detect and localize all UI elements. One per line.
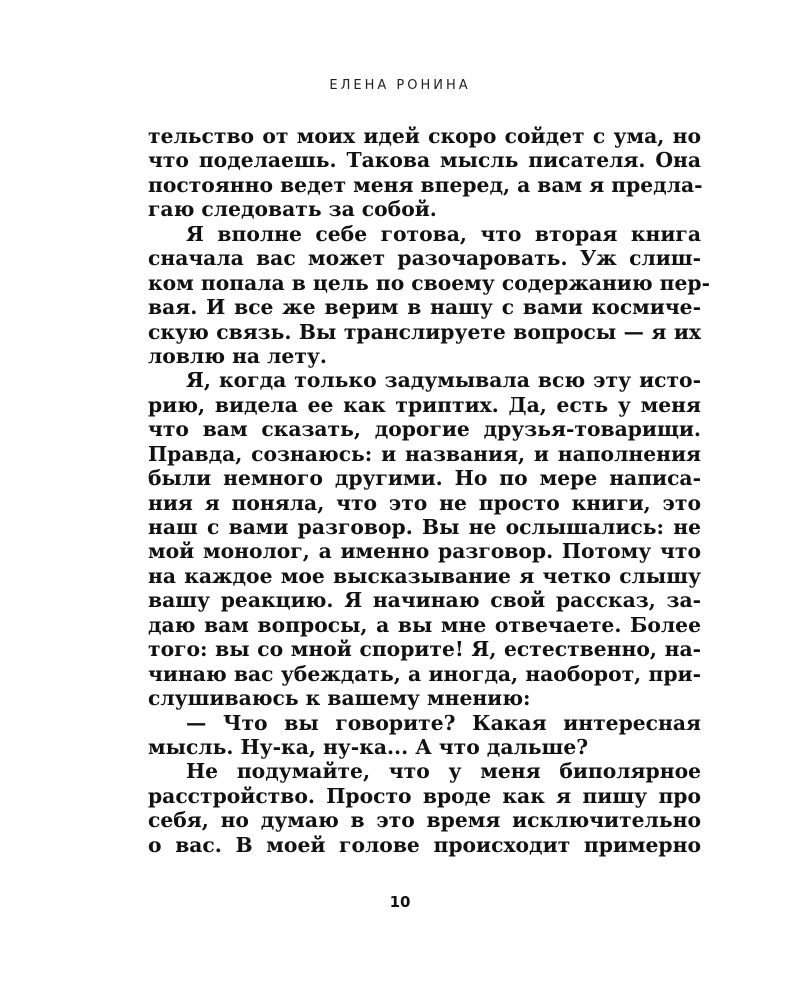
text-line: сначала вас может разочаровать. Уж слиш- [148,246,701,271]
body-text [148,124,711,857]
text-line: — Что вы говорите? Какая интересная [186,710,701,735]
text-line: вашу реакцию. Я начинаю свой рассказ, за- [148,588,701,613]
text-line: Не подумайте, что у меня биполярное [186,759,701,784]
text-line: скую связь. Вы транслируете вопросы — я их [148,319,701,344]
text-line: на каждое мое высказывание я четко слышу [148,563,701,588]
text-line: Я вполне себе готова, что вторая книга [186,221,701,246]
text-line: слушиваюсь к вашему мнению: [148,686,531,711]
text-line: даю вам вопросы, а вы мне отвечаете. Более [148,612,701,637]
text-line: гаю следовать за собой. [148,197,437,222]
text-line: ния я поняла, что это не просто книги, это [148,490,701,515]
text-line: вая. И все же верим в нашу с вами космиче- [148,295,701,320]
text-line: мой монолог, а именно разговор. Потому что [148,539,701,564]
text-line: о вас. В моей голове происходит примерно [148,832,701,857]
text-line: того: вы со мной спорите! Я, естественно, на- [148,637,701,662]
text-line: были немного другими. Но по мере написа- [148,466,701,491]
text-line: что вам сказать, дорогие друзья-товарищи. [148,417,701,442]
text-line: Я, когда только задумывала всю эту исто- [186,368,701,393]
text-line: чинаю вас убеждать, а иногда, наоборот, при- [148,661,701,686]
text-line: что поделаешь. Такова мысль писателя. Она [148,148,701,173]
text-line: Правда, сознаюсь: и названия, и наполнения [148,441,701,466]
page-number: 10 [389,893,411,911]
text-line: наш с вами разговор. Вы не ослышались: не [148,515,701,539]
text-line: постоянно ведет меня вперед, а вам я предла- [148,172,703,197]
text-line: расстройство. Просто вроде как я пишу про [148,783,701,808]
text-line: мысль. Ну-ка, ну-ка... А что дальше? [148,734,589,759]
text-line: себя, но думаю в это время исключительно [148,808,701,833]
text-line: ловлю на лету. [148,343,327,368]
text-line: ком попала в цель по своему содержанию пер- [148,270,711,295]
running-head-author: ЕЛЕНА РОНИНА [329,78,471,93]
text-line: рию, видела ее как триптих. Да, есть у меня [148,392,701,417]
text-line: тельство от моих идей скоро сойдет с ума, но [148,124,701,148]
